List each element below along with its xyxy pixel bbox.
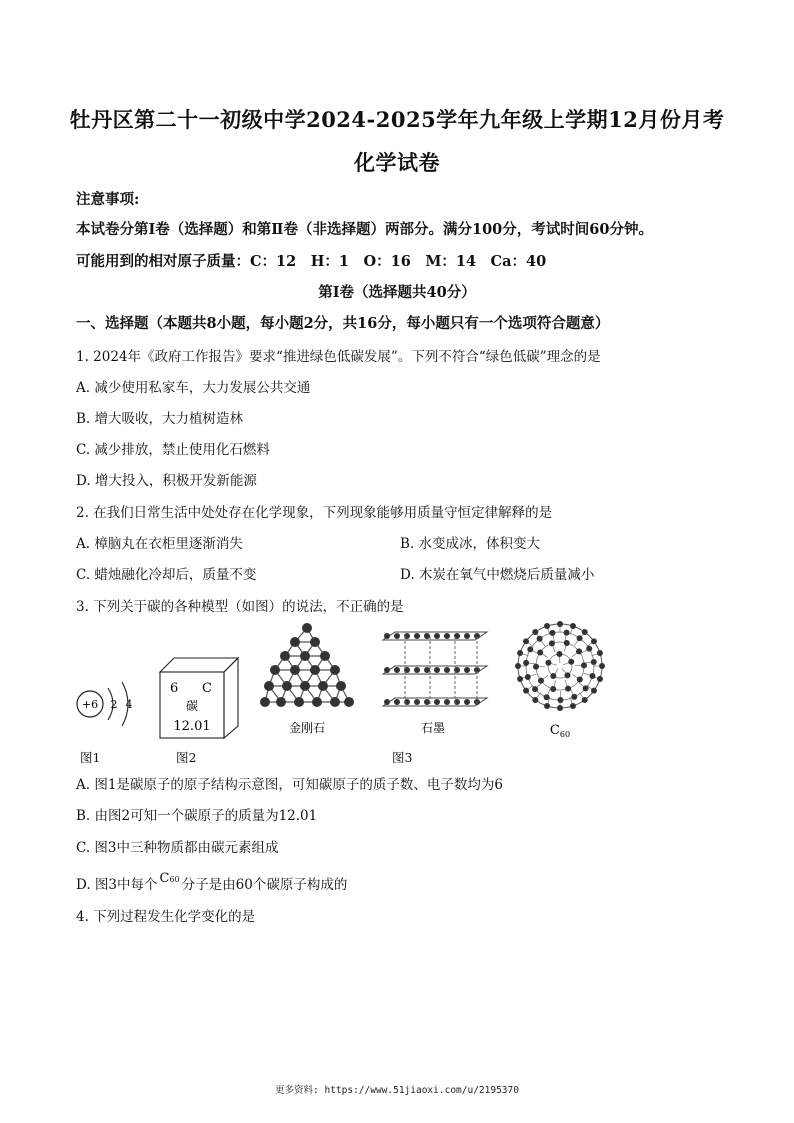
graphite-atom (444, 667, 450, 673)
diamond-atom (318, 681, 328, 691)
diamond-atom (330, 697, 340, 707)
c60-atom (550, 673, 556, 679)
notice-text-1: 本试卷分第Ⅰ卷（选择题）和第Ⅱ卷（非选择题）两部分。满分100分，考试时间60分钟。 (76, 221, 653, 238)
c60-atom (583, 685, 589, 691)
question-4-stem: 4. 下列过程发生化学变化的是 (76, 909, 256, 925)
question-2-option-c: C. 蜡烛融化冷却后，质量不变 (76, 567, 257, 583)
notice-text-2: 可能用到的相对原子质量：C：12 H：1 O：16 M：14 Ca：40 (76, 253, 547, 270)
diamond-atom (270, 665, 280, 675)
c60-atom (571, 694, 577, 700)
diamond-atom (290, 665, 300, 675)
c60-atom (570, 703, 576, 709)
part-one-heading: 一、选择题（本题共8小题，每小题2分，共16分，每小题只有一个选项符合题意） (76, 315, 610, 332)
c60-atom (517, 676, 523, 682)
c60-atom (544, 694, 550, 700)
diamond-atom (290, 637, 300, 647)
graphite-atom (414, 633, 420, 639)
c60-atom (537, 649, 543, 655)
c60-atom (564, 640, 570, 646)
c60-atom (597, 650, 603, 656)
c60-atom (557, 697, 563, 703)
c60-atom (550, 686, 556, 692)
figure-1-atom-diagram (72, 676, 152, 736)
c60-atom (577, 635, 583, 641)
c60-atom (597, 676, 603, 682)
c60-atom (515, 663, 521, 669)
diamond-atom (264, 681, 274, 691)
q3-option-d-prefix: D. 图3中每个 (76, 877, 158, 893)
graphite-atom (434, 633, 440, 639)
graphite-atom (414, 667, 420, 673)
c60-atom (591, 688, 597, 694)
graphite-atom (424, 699, 430, 705)
diamond-atom (310, 665, 320, 675)
c60-atom (589, 673, 595, 679)
question-1-option-d: D. 增大投入，积极开发新能源 (76, 473, 257, 489)
fig3-c60-label: C (549, 723, 560, 738)
c60-atom (564, 630, 570, 636)
question-2-option-a: A. 樟脑丸在衣柜里逐渐消失 (76, 536, 243, 552)
diamond-atom (330, 665, 340, 675)
c60-atom (523, 638, 529, 644)
figure-3-caption: 图3 (392, 750, 413, 765)
diamond-atom (280, 651, 290, 661)
diamond-atom (302, 623, 312, 633)
diamond-structure (260, 623, 354, 707)
c60-atom (591, 638, 597, 644)
graphite-atom (424, 633, 430, 639)
c60-structure (515, 621, 605, 711)
fig3-c60-subscript: 60 (559, 730, 571, 739)
diamond-atom (300, 681, 310, 691)
section-header: 第Ⅰ卷（选择题共40分） (318, 284, 476, 301)
graphite-atom (464, 699, 470, 705)
question-2-option-b: B. 水变成冰，体积变大 (400, 536, 541, 552)
question-3-option-a: A. 图1是碳原子的原子结构示意图，可知碳原子的质子数、电子数均为6 (76, 777, 504, 793)
c60-atom (538, 678, 544, 684)
fig3-diamond-label: 金刚石 (288, 721, 326, 735)
c60-atom (576, 648, 582, 654)
c60-atom (549, 630, 555, 636)
question-1-stem: 1. 2024年《政府工作报告》要求“推进绿色低碳发展”。下列不符合“绿色低碳”理念的是 (76, 349, 601, 365)
c60-atom (557, 621, 563, 627)
graphite-atom (384, 633, 390, 639)
c60-atom (527, 646, 533, 652)
graphite-atom (464, 633, 470, 639)
c60-atom (568, 659, 574, 665)
diamond-atom (336, 681, 346, 691)
c60-atom (544, 623, 550, 629)
fig1-nucleus-label: +6 (81, 698, 99, 711)
figure-3-carbon-structures (255, 618, 615, 743)
c60-atom (549, 640, 555, 646)
c60-atom (581, 662, 587, 668)
footer-resource-link[interactable]: 更多资料: https://www.51jiaoxi.com/u/2195370 (275, 1085, 519, 1096)
diamond-atom (320, 651, 330, 661)
graphite-atom (444, 699, 450, 705)
graphite-atom (434, 699, 440, 705)
c60-atom (532, 686, 538, 692)
svg-text:C60 (550, 723, 570, 739)
question-2-stem: 2. 在我们日常生活中处处存在化学现象，下列现象能够用质量守恒定律解释的是 (76, 505, 553, 521)
fig2-name: 碳 (185, 699, 199, 713)
fig2-mass: 12.01 (173, 719, 211, 734)
c60-atom (523, 688, 529, 694)
diamond-atom (344, 697, 354, 707)
page-title-line-1: 牡丹区第二十一初级中学2024-2025学年九年级上学期12月份月考 (69, 107, 725, 132)
figure-2-element-cell (158, 656, 240, 740)
diamond-atom (276, 697, 286, 707)
graphite-atom (444, 633, 450, 639)
question-3-option-c: C. 图3中三种物质都由碳元素组成 (76, 840, 279, 856)
question-1-option-a: A. 减少使用私家车，大力发展公共交通 (76, 380, 311, 396)
c60-atom (582, 629, 588, 635)
graphite-structure (383, 632, 487, 706)
fig3-graphite-label: 石墨 (420, 721, 446, 735)
c60-atom (564, 672, 570, 678)
fig2-symbol: C (202, 681, 212, 696)
c60-atom (525, 674, 531, 680)
diamond-atom (310, 637, 320, 647)
c60-atom (599, 663, 605, 669)
c60-atom (517, 650, 523, 656)
c60-formula: C60 (159, 871, 180, 886)
c60-atom (586, 646, 592, 652)
graphite-atom (384, 667, 390, 673)
fig2-atomic-number: 6 (170, 681, 179, 696)
figure-2-caption: 图2 (176, 750, 197, 765)
diamond-atom (294, 697, 304, 707)
figure-1-caption: 图1 (80, 750, 101, 765)
question-1-option-b: B. 增大吸收，大力植树造林 (76, 411, 244, 427)
diamond-atom (300, 651, 310, 661)
question-3-option-b: B. 由图2可知一个碳原子的质量为12.01 (76, 808, 318, 824)
question-2-option-d: D. 木炭在氧气中燃烧后质量减小 (400, 567, 595, 583)
graphite-atom (394, 633, 400, 639)
c60-atom (532, 697, 538, 703)
c60-atom (532, 629, 538, 635)
fig1-shell-2: 4 (125, 698, 133, 711)
graphite-atom (434, 667, 440, 673)
question-3-option-d (76, 873, 347, 893)
c60-atom (545, 660, 551, 666)
graphite-atom (464, 667, 470, 673)
c60-atom (565, 686, 571, 692)
diamond-atom (282, 681, 292, 691)
c60-atom (533, 664, 539, 670)
c60-atom (570, 623, 576, 629)
c60-atom (582, 697, 588, 703)
question-1-option-c: C. 减少排放，禁止使用化石燃料 (76, 442, 270, 458)
c60-atom (523, 660, 529, 666)
graphite-atom (384, 699, 390, 705)
graphite-atom (424, 667, 430, 673)
graphite-atom (394, 667, 400, 673)
c60-atom (557, 705, 563, 711)
page-title-line-2: 化学试卷 (354, 150, 440, 175)
graphite-atom (394, 699, 400, 705)
c60-atom (544, 703, 550, 709)
diamond-atom (312, 697, 322, 707)
c60-atom (537, 636, 543, 642)
q3-option-d-suffix: 分子是由60个碳原子构成的 (181, 877, 348, 893)
c60-atom (556, 651, 562, 657)
c60-atom (577, 677, 583, 683)
fig1-shell-1: 2 (110, 698, 118, 711)
question-3-stem: 3. 下列关于碳的各种模型（如图）的说法，不正确的是 (76, 599, 404, 615)
diamond-atom (260, 697, 270, 707)
c60-atom (591, 659, 597, 665)
notice-heading: 注意事项: (76, 191, 140, 208)
graphite-atom (414, 699, 420, 705)
